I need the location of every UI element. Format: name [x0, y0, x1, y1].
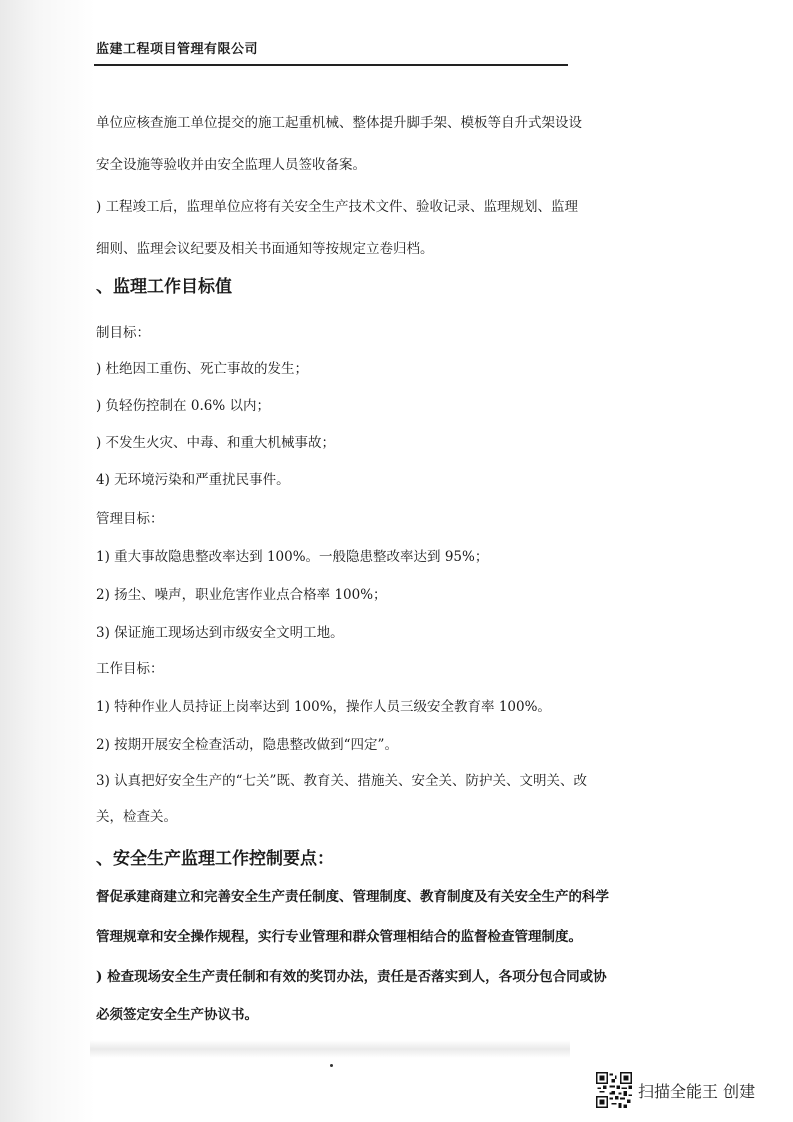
list-item: ) 杜绝因工重伤、死亡事故的发生； [96, 361, 309, 377]
qr-code-icon [596, 1072, 632, 1108]
list-item-continued: 关，检查关。 [96, 809, 177, 825]
list-item: ) 不发生火灾、中毒、和重大机械事故； [96, 435, 336, 451]
text-line: 督促承建商建立和完善安全生产责任制度、管理制度、教育制度及有关安全生产的科学 [96, 889, 609, 905]
scan-speck [330, 1064, 333, 1067]
text-line: 细则、监理会议纪要及相关书面通知等按规定立卷归档。 [96, 241, 434, 257]
list-item: 4) 无环境污染和严重扰民事件。 [96, 472, 290, 488]
list-item: 2) 按期开展安全检查活动，隐患整改做到“四定”。 [96, 737, 398, 753]
subheading-control-goals: 制目标： [96, 325, 150, 341]
subheading-management-goals: 管理目标： [96, 511, 164, 527]
list-item: 3) 保证施工现场达到市级安全文明工地。 [96, 625, 344, 641]
list-item: 1) 重大事故隐患整改率达到 100%。一般隐患整改率达到 95%； [96, 549, 489, 565]
text-line: 管理规章和安全操作规程，实行专业管理和群众管理相结合的监督检查管理制度。 [96, 929, 582, 945]
text-line: ) 检查现场安全生产责任制和有效的奖罚办法，责任是否落实到人，各项分包合同或协 [96, 969, 607, 985]
scan-haze [90, 1040, 570, 1058]
header-rule [94, 64, 568, 66]
watermark-text: 扫描全能王 创建 [638, 1081, 756, 1101]
text-line: ) 工程竣工后，监理单位应将有关安全生产技术文件、验收记录、监理规划、监理 [96, 199, 579, 215]
list-item: ) 负轻伤控制在 0.6% 以内； [96, 398, 270, 414]
text-line: 单位应核查施工单位提交的施工起重机械、整体提升脚手架、模板等自升式架设设 [96, 115, 582, 131]
text-line: 安全设施等验收并由安全监理人员签收备案。 [96, 157, 366, 173]
section-heading-control-points: 、安全生产监理工作控制要点： [96, 849, 334, 869]
company-header: 监建工程项目管理有限公司 [96, 42, 259, 57]
list-item: 2) 扬尘、噪声，职业危害作业点合格率 100%； [96, 587, 387, 603]
section-heading-goals: 、监理工作目标值 [96, 277, 232, 297]
scanner-watermark [596, 1070, 755, 1110]
list-item: 3) 认真把好安全生产的“七关”既、教育关、措施关、安全关、防护关、文明关、改 [96, 773, 587, 789]
list-item: 1) 特种作业人员持证上岗率达到 100%，操作人员三级安全教育率 100%。 [96, 699, 551, 715]
text-line: 必须签定安全生产协议书。 [96, 1007, 258, 1023]
subheading-work-goals: 工作目标： [96, 661, 164, 677]
